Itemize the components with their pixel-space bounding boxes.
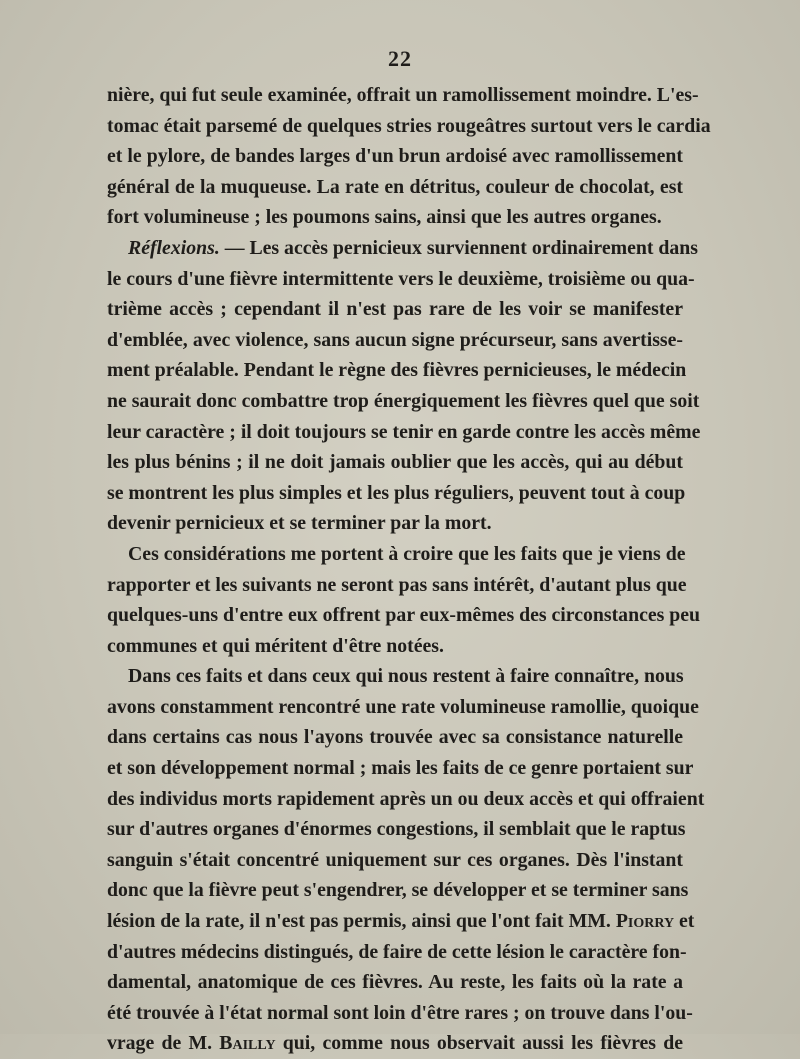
section-heading: Réflexions. [128,236,220,259]
text-line [107,355,687,386]
text-line [107,417,701,448]
line-text: se montrent les plus simples et les plus réguliers, peuvent tout à coup [107,481,686,504]
text-line [107,386,700,417]
line-text: trième accès ; cependant il n'est pas rare de les voir se manifester [107,298,683,321]
line-text: les plus bénins ; il ne doit jamais oublier que les accès, qui au début [107,451,683,474]
text-line [107,600,701,631]
text-line [107,202,683,233]
body-text [107,80,711,1059]
text-line [107,80,699,111]
text-line [107,661,683,692]
text-line [107,141,683,172]
text-line [107,172,683,203]
text-line [107,937,687,968]
text-line [107,814,686,845]
line-text: leur caractère ; il doit toujours se tenir en garde contre les accès même [107,420,701,443]
line-text: damental, anatomique de ces fièvres. Au reste, les faits où la rate a [107,971,683,994]
author-name: Bailly [219,1032,276,1055]
author-name: Piorry [615,910,675,933]
text-line [107,998,693,1029]
line-text: rapporter et les suivants ne seront pas sans intérêt, d'autant plus que [107,573,687,596]
text-line [107,631,683,662]
text-line [107,294,683,325]
text-line [107,539,686,570]
line-text: lésion de la rate, il n'est pas permis, ainsi que l'ont fait MM. [107,910,616,933]
text-line [107,233,698,264]
line-tail: et [674,910,695,933]
line-text: vrage de M. [107,1032,220,1055]
text-line [107,111,711,142]
text-line [107,478,686,509]
line-text: ne saurait donc combattre trop énergiquement les fièvres quel que soit [107,389,700,412]
line-text: dans certains cas nous l'ayons trouvée avec sa consistance naturelle [107,726,683,749]
line-text: sanguin s'était concentré uniquement sur ces organes. Dès l'instant [107,848,683,871]
line-text: quelques-uns d'entre eux offrent par eux-mêmes des circonstances peu [107,604,701,627]
text-line [107,447,683,478]
text-line [107,784,705,815]
text-line [107,967,683,998]
text-line [107,906,695,937]
line-text: Ces considérations me portent à croire que les faits que je viens de [128,542,686,565]
line-text: des individus morts rapidement après un ou deux accès et qui offraient [107,787,705,810]
line-text: ment préalable. Pendant le règne des fièvres pernicieuses, le médecin [107,359,687,382]
line-text: tomac était parsemé de quelques stries rougeâtres surtout vers le cardia [107,114,711,137]
text-line [107,722,683,753]
line-text: devenir pernicieux et se terminer par la mort. [107,512,492,535]
line-text: fort volumineuse ; les poumons sains, ainsi que les autres organes. [107,206,662,229]
page-number: 22 [388,46,412,71]
text-line [107,325,683,356]
line-text: le cours d'une fièvre intermittente vers le deuxième, troisième ou qua- [107,267,695,290]
line-text: — Les accès pernicieux surviennent ordinairement dans [219,236,698,259]
line-text: nière, qui fut seule examinée, offrait un ramollissement moindre. L'es- [107,84,699,106]
line-text: d'emblée, avec violence, sans aucun signe précurseur, sans avertisse- [107,328,683,351]
line-text: et le pylore, de bandes larges d'un brun ardoisé avec ramollissement [107,145,683,168]
text-line [107,1028,683,1059]
text-line [107,508,683,539]
line-text: donc que la fièvre peut s'engendrer, se développer et se terminer sans [107,879,689,902]
text-line [107,570,687,601]
line-text: d'autres médecins distingués, de faire de cette lésion le caractère fon- [107,940,687,963]
line-text: général de la muqueuse. La rate en détritus, couleur de chocolat, est [107,175,683,198]
line-text: sur d'autres organes d'énormes congestions, il semblait que le raptus [107,818,686,841]
text-line [107,753,694,784]
line-text: communes et qui méritent d'être notées. [107,634,444,657]
line-text: été trouvée à l'état normal sont loin d'être rares ; on trouve dans l'ou- [107,1001,693,1024]
line-text: Dans ces faits et dans ceux qui nous restent à faire connaître, nous [128,665,684,688]
line-text: avons constamment rencontré une rate volumineuse ramollie, quoique [107,695,699,718]
text-line [107,692,699,723]
line-text: et son développement normal ; mais les faits de ce genre portaient sur [107,757,694,780]
text-line [107,845,683,876]
text-line [107,264,695,295]
line-tail: qui, comme nous observait aussi les fièvres de [275,1032,683,1055]
text-line [107,875,689,906]
